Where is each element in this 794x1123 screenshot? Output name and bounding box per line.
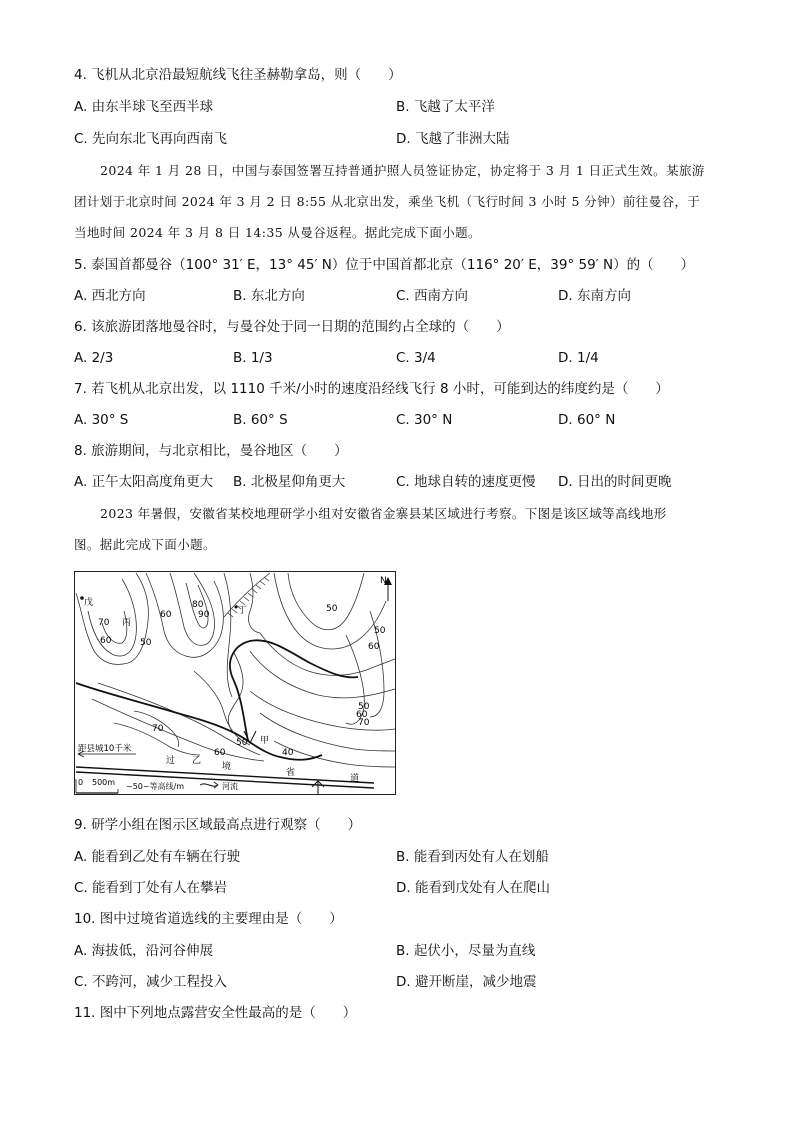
q7-option-b: B. 60° S (233, 412, 288, 428)
q6-stem: 6. 该旅游团落地曼谷时，与曼谷处于同一日期的范围约占全球的（ ） (74, 319, 510, 335)
q4-stem: 4. 飞机从北京沿最短航线飞往圣赫勒拿岛，则（ ） (74, 67, 402, 83)
q6-option-b: B. 1/3 (233, 350, 273, 366)
q4-option-b: B. 飞越了太平洋 (396, 99, 495, 115)
distance-note: 距县城10千米 (78, 744, 132, 754)
q8-option-d: D. 日出的时间更晚 (558, 474, 672, 490)
q8-option-b: B. 北极星仰角更大 (233, 474, 346, 490)
q7-option-a: A. 30° S (74, 412, 129, 428)
q4-option-d: D. 飞越了非洲大陆 (396, 131, 510, 147)
contour-label: 50 (140, 638, 152, 648)
contour-label: 70 (358, 718, 370, 728)
contour-label: 50 (374, 626, 386, 636)
place-wu: 戊 (84, 598, 94, 608)
q8-stem: 8. 旅游期间，与北京相比，曼谷地区（ ） (74, 443, 348, 459)
q6-option-c: C. 3/4 (396, 350, 436, 366)
contour-label: 70 (98, 618, 110, 628)
q9-option-c: C. 能看到丁处有人在攀岩 (74, 880, 228, 896)
contour-label: 50 (236, 738, 248, 748)
q10-stem: 10. 图中过境省道选线的主要理由是（ ） (74, 911, 343, 927)
q9-option-a: A. 能看到乙处有车辆在行驶 (74, 849, 241, 865)
contour-label: 50 (358, 702, 370, 712)
contour-label: 80 (192, 600, 204, 610)
place-jia: 甲 (260, 736, 270, 746)
contour-map (74, 571, 396, 795)
contour-label: 50 (326, 604, 338, 614)
q9-option-b: B. 能看到丙处有人在划船 (396, 849, 549, 865)
place-yi: 乙 (192, 756, 202, 766)
road-label-dao: 道 (350, 774, 360, 784)
q10-option-d: D. 避开断崖，减少地震 (396, 974, 537, 990)
q9-option-d: D. 能看到戊处有人在爬山 (396, 880, 550, 896)
passage1-line3: 当地时间 2024 年 3 月 8 日 14:35 从曼谷返程。据此完成下面小题。 (74, 225, 481, 240)
contour-label: 60 (356, 710, 368, 720)
q7-option-c: C. 30° N (396, 412, 453, 428)
q6-option-d: D. 1/4 (558, 350, 599, 366)
q5-option-b: B. 东北方向 (233, 288, 305, 304)
passage2-line1: 2023 年暑假，安徽省某校地理研学小组对安徽省金寨县某区域进行考察。下图是该区域等高线地形 (100, 506, 667, 521)
legend-river: 河流 (222, 782, 238, 791)
q5-stem: 5. 泰国首都曼谷（100° 31′ E，13° 45′ N）位于中国首都北京（116° 20′ E，39° 59′ N）的（ ） (74, 257, 695, 273)
north-label: N (380, 576, 387, 586)
contour-label: 70 (152, 724, 164, 734)
road-label-guo: 过 (166, 756, 176, 766)
q8-option-a: A. 正午太阳高度角更大 (74, 474, 214, 490)
contour-label: 40 (282, 748, 294, 758)
q11-stem: 11. 图中下列地点露营安全性最高的是（ ） (74, 1005, 357, 1021)
contour-label: 60 (368, 642, 380, 652)
q8-option-c: C. 地球自转的速度更慢 (396, 474, 536, 490)
passage1-line1: 2024 年 1 月 28 日，中国与泰国签署互持普通护照人员签证协定，协定将于 3 月 1 日正式生效。某旅游 (100, 163, 705, 178)
scale-label: 500m (92, 778, 116, 787)
passage2-line2: 图。据此完成下面小题。 (74, 537, 216, 552)
contour-label: 60 (214, 748, 226, 758)
place-ding: 丁 (238, 606, 248, 616)
scale-zero: 0 (78, 778, 84, 787)
passage1-line2: 团计划于北京时间 2024 年 3 月 2 日 8:55 从北京出发，乘坐飞机（飞行时间 3 小时 5 分钟）前往曼谷，于 (74, 194, 701, 209)
q5-option-c: C. 西南方向 (396, 288, 469, 304)
q10-option-c: C. 不跨河，减少工程投入 (74, 974, 228, 990)
contour-label: 90 (198, 610, 210, 620)
contour-label: 60 (100, 636, 112, 646)
q9-stem: 9. 研学小组在图示区域最高点进行观察（ ） (74, 817, 362, 833)
q6-option-a: A. 2/3 (74, 350, 114, 366)
q5-option-a: A. 西北方向 (74, 288, 146, 304)
q4-option-c: C. 先向东北飞再向西南飞 (74, 131, 228, 147)
road-label-sheng: 省 (286, 768, 296, 778)
contour-label: 60 (160, 610, 172, 620)
q7-option-d: D. 60° N (558, 412, 616, 428)
q10-option-b: B. 起伏小，尽量为直线 (396, 943, 536, 959)
road-label-jing: 境 (222, 762, 232, 772)
q4-option-a: A. 由东半球飞至西半球 (74, 99, 214, 115)
place-bing: 丙 (122, 618, 132, 628)
q10-option-a: A. 海拔低，沿河谷伸展 (74, 943, 214, 959)
q7-stem: 7. 若飞机从北京出发，以 1110 千米/小时的速度沿经线飞行 8 小时，可能到达的纬度约是（ ） (74, 381, 669, 397)
q5-option-d: D. 东南方向 (558, 288, 631, 304)
legend-contour: ~50~等高线/m (126, 782, 185, 791)
